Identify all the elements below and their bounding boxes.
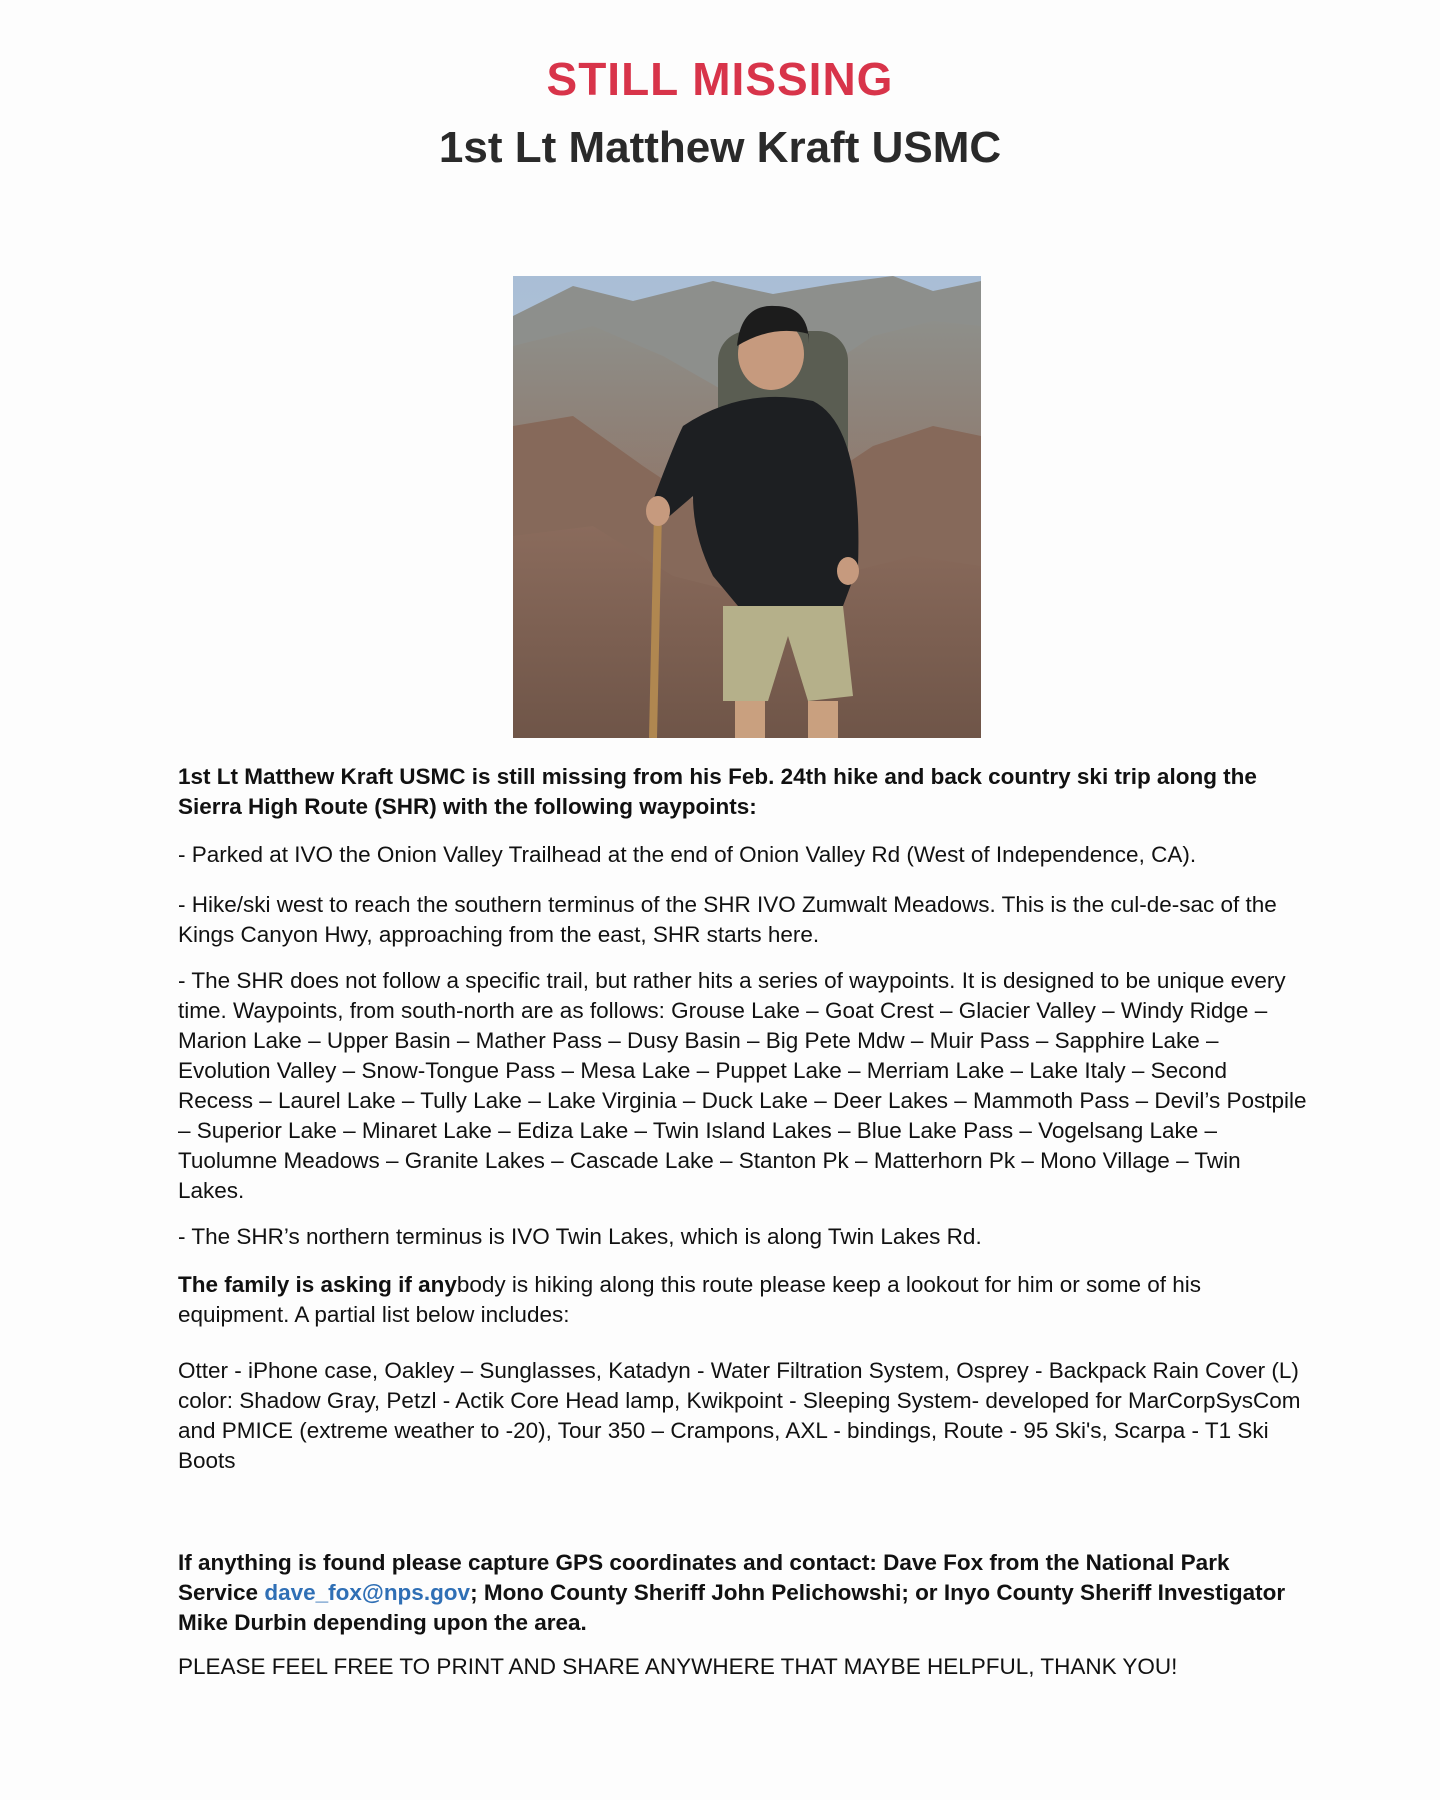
waypoint-list: - The SHR does not follow a specific trail, but rather hits a series of waypoints. It is designed to be unique every time. Waypoints, from south-north are as follows: Grouse Lake – Goat Crest – Glacier Valley – Windy Ridge – Marion Lake – Upper Basin – Mather Pass – Dusy Basin – Big Pete Mdw – Muir Pass – Sapphire Lake – Evolution Valley – Snow-Tongue Pass – Mesa Lake – Puppet Lake – Merriam Lake – Lake Italy – Second Recess – Laurel Lake – Tully Lake – Lake Virginia – Duck Lake – Deer Lakes – Mammoth Pass – Devil’s Postpile – Superior Lake – Minaret Lake – Ediza Lake – Twin Island Lakes – Blue Lake Pass – Vogelsang Lake – Tuolumne Meadows – Granite Lakes – Cascade Lake – Stanton Pk – Matterhorn Pk – Mono Village – Twin Lakes. — [178, 968, 1307, 1203]
waypoint-north-terminus: - The SHR’s northern terminus is IVO Twin Lakes, which is along Twin Lakes Rd. — [178, 1224, 982, 1249]
family-request — [178, 1270, 1308, 1330]
waypoint-south-terminus: - Hike/ski west to reach the southern terminus of the SHR IVO Zumwalt Meadows. This is the cul-de-sac of the Kings Canyon Hwy, approaching from the east, SHR starts here. — [178, 892, 1277, 947]
hiker-photo — [513, 276, 981, 738]
closing-note: PLEASE FEEL FREE TO PRINT AND SHARE ANYWHERE THAT MAYBE HELPFUL, THANK YOU! — [178, 1654, 1178, 1679]
contact-text-2: ; Mono County Sheriff John Pelichowshi; or Inyo County Sheriff Investigator Mike Durbin depending upon the area. — [178, 1580, 1286, 1635]
family-request-bold: The family is asking if any — [178, 1272, 457, 1297]
contact-email-link[interactable]: dave_fox@nps.gov — [264, 1580, 471, 1605]
intro-paragraph: 1st Lt Matthew Kraft USMC is still missing from his Feb. 24th hike and back country ski trip along the Sierra High Route (SHR) with the following waypoints: — [178, 764, 1257, 819]
contact-paragraph — [178, 1548, 1308, 1638]
name-heading: 1st Lt Matthew Kraft USMC — [438, 123, 1002, 172]
equipment-list: Otter - iPhone case, Oakley – Sunglasses, Katadyn - Water Filtration System, Osprey - Backpack Rain Cover (L) color: Shadow Gray, Petzl - Actik Core Head lamp, Kwikpoint - Sleeping System- developed for MarCorpSysCom and PMICE (extreme weather to -20), Tour 350 – Crampons, AXL - bindings, Route - 95 Ski's, Scarpa - T1 Ski Boots — [178, 1358, 1301, 1473]
waypoint-parked: - Parked at IVO the Onion Valley Trailhead at the end of Onion Valley Rd (West of Independence, CA). — [178, 842, 1197, 867]
family-request-rest: body is hiking along this route please keep a lookout for him or some of his equipment. A partial list below includes: — [178, 1272, 1202, 1327]
status-heading: STILL MISSING — [546, 53, 894, 105]
contact-text-1: If anything is found please capture GPS coordinates and contact: Dave Fox from the National Park Service — [178, 1550, 1230, 1605]
